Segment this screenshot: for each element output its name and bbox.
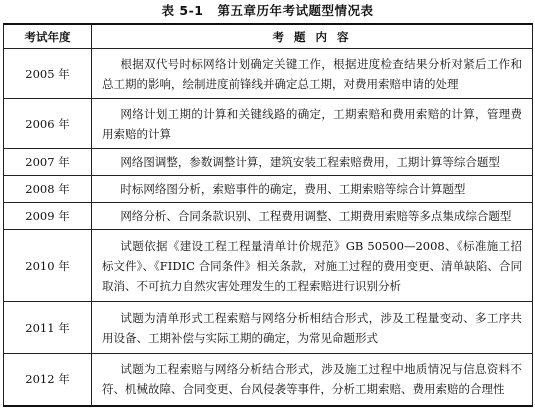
table-row: [4, 230, 533, 302]
year-cell: 2011 年: [4, 302, 92, 354]
table-row: [4, 176, 533, 203]
table-row: [4, 354, 533, 406]
year-cell: 2012 年: [4, 354, 92, 406]
header-row: [4, 24, 533, 49]
exam-topics-table: [3, 23, 533, 407]
table-caption: [0, 0, 535, 22]
content-cell: 网络分析、合同条款识别、工程费用调整、工期费用索赔等多点集成综合题型: [92, 203, 533, 230]
content-cell: 根据双代号时标网络计划确定关键工作，根据进度检查结果分析对紧后工作和总工期的影响，绘制进度前锋线并确定总工期，对费用索赔申请的处理: [92, 49, 533, 99]
year-cell: 2009 年: [4, 203, 92, 230]
table-row: [4, 149, 533, 176]
content-cell: 时标网络图分析，索赔事件的确定，费用、工期索赔等综合计算题型: [92, 176, 533, 203]
year-cell: 2005 年: [4, 49, 92, 99]
year-cell: 2008 年: [4, 176, 92, 203]
year-cell: 2007 年: [4, 149, 92, 176]
content-cell: 试题为工程索赔与网络分析结合形式，涉及施工过程中地质情况与信息资料不符、机械故障、合同变更、台风侵袭等事件，分析工期索赔、费用索赔的合理性: [92, 354, 533, 406]
header-year: 考试年度: [4, 24, 92, 49]
year-cell: 2010 年: [4, 230, 92, 302]
table-number: 表 5-1: [161, 3, 204, 18]
header-content: 考 题 内 容: [92, 24, 533, 49]
content-cell: 试题为清单形式工程索赔与网络分析相结合形式，涉及工程量变动、多工序共用设备、工期补偿与实际工期的确定，为常见命题形式: [92, 302, 533, 354]
table-row: [4, 203, 533, 230]
content-cell: 网络计划工期的计算和关键线路的确定，工期索赔和费用索赔的计算，管理费用索赔的计算: [92, 99, 533, 149]
table-row: [4, 302, 533, 354]
year-cell: 2006 年: [4, 99, 92, 149]
content-cell: 网络图调整，参数调整计算，建筑安装工程索赔费用，工期计算等综合题型: [92, 149, 533, 176]
table-row: [4, 49, 533, 99]
content-cell: 试题依据《建设工程工程量清单计价规范》GB 50500—2008、《标准施工招标文件》、《FIDIC 合同条件》相关条款，对施工过程的费用变更、清单缺陷、合同取消、不可抗力自然灾害处理发生的工程索赔进行识别分析: [92, 230, 533, 302]
table-title: 第五章历年考试题型情况表: [217, 3, 374, 18]
table-row: [4, 99, 533, 149]
